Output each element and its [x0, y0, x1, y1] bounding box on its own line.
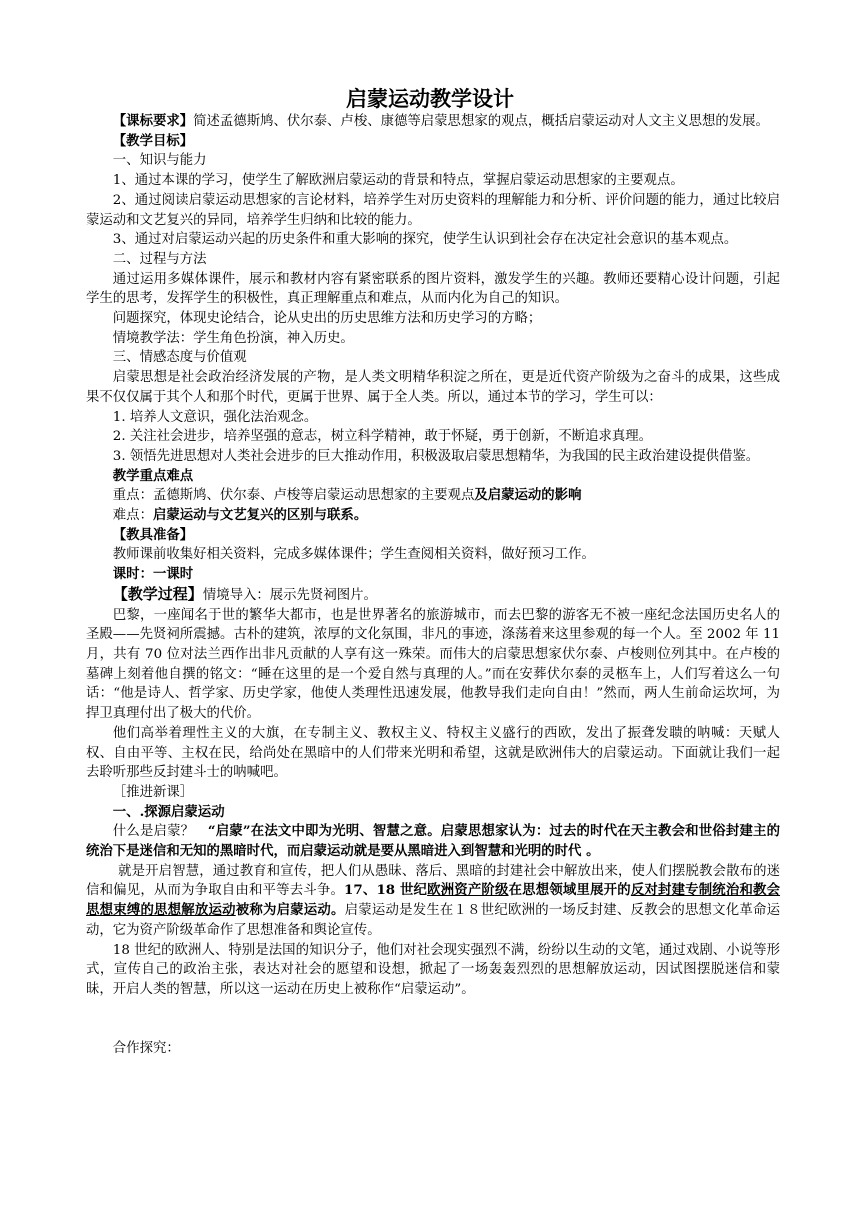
- named-text: 被称为启蒙运动。: [235, 902, 345, 919]
- spacer: [86, 1000, 780, 1039]
- process-method-item-3: 情境教学法：学生角色扮演，神入历史。: [112, 330, 354, 346]
- keypoints-heading: 教学重点难点: [112, 467, 194, 484]
- process-method-item-1: 通过运用多媒体课件，展示和教材内容有紧密联系的图片资料，激发学生的兴趣。教师还要精心设计问题，引起学生的思考，发挥学生的积极性，真正理解重点和难点，从而内化为自己的知识。: [86, 271, 780, 307]
- process-method-heading: 二、过程与方法: [112, 251, 207, 267]
- document-body: [86, 112, 780, 1058]
- knowledge-item-1: 1、通过本课的学习，使学生了解欧洲启蒙运动的背景和特点，掌握启蒙运动思想家的主要观点。: [112, 173, 684, 189]
- cooperative-inquiry-label: 合作探究：: [112, 1040, 180, 1056]
- bourgeoisie-underlined: 欧洲资产阶级: [427, 882, 509, 899]
- values-heading: 三、情感态度与价值观: [112, 350, 247, 366]
- pantheon-paragraph: 巴黎，一座闻名于世的繁华大都市，也是世界著名的旅游城市，而去巴黎的游客无不被一座纪念法国历史名人的圣殿——先贤祠所震撼。古朴的建筑，浓厚的文化氛围，非凡的事迹，涤荡着来这里参观的每一个人。至 2002 年 11 月，共有 70 位对法兰西作出非凡贡献的人享有这一殊荣。而伟大的启蒙思想家伏尔泰、卢梭则位列其中。在卢梭的墓碑上刻着他自撰的铭文：“睡在这里的是一个爱自然与真理的人。”而在安葬伏尔泰的灵柩车上，人们写着这么一句话：“他是诗人、哲学家、历史学家，他使人类理性迅速发展，他教导我们走向自由！”然而，两人生前命运坎坷，为捍卫真理付出了极大的代价。: [86, 607, 780, 722]
- class-hours: 课时：一课时: [112, 566, 194, 583]
- curriculum-text: 简述孟德斯鸠、伏尔泰、卢梭、康德等启蒙思想家的观点，概括启蒙运动对人文主义思想的发展。: [193, 114, 769, 129]
- knowledge-item-2: 2、通过阅读启蒙运动思想家的言论材料，培养学生对历史资料的理解能力和分析、评价问题的能力，通过比较启蒙运动和文艺复兴的异同，培养学生归纳和比较的能力。: [86, 192, 780, 228]
- liberation-underlined: 反对封建专制统治和教会思想束缚的思想解放运动: [86, 882, 781, 919]
- teaching-process-line: [86, 585, 780, 606]
- question-text: 什么是启蒙？: [112, 824, 208, 840]
- values-intro: 启蒙思想是社会政治经济发展的产物，是人类文明精华积淀之所在，更是近代资产阶级为之奋斗的成果，这些成果不仅仅属于其个人和那个时代，更属于世界、属于全人类。所以，通过本节的学习，学生可以：: [86, 370, 780, 405]
- difficulty-bold-text: 启蒙运动与文艺复兴的区别与联系。: [152, 507, 368, 524]
- definition-bold-text: “启蒙”在法文中即为光明、智慧之意。启蒙思想家认为：过去的时代在天主教会和世俗封建主的统治下是迷信和无知的黑暗时代，而启蒙运动就是要从黑暗进入到智慧和光明的时代 。: [86, 823, 780, 860]
- focus-text: 孟德斯鸠、伏尔泰、卢梭等启蒙运动思想家的主要观点: [152, 488, 475, 504]
- revolution-text: 启蒙运动是发生在１８世纪欧洲的一场反封建、反教会的思想文化革命运动，它为资产阶级革命作了思想准备和舆论宣传。: [86, 903, 781, 938]
- knowledge-heading: 一、知识与能力: [112, 153, 207, 169]
- century-text: 17、18 世纪: [344, 882, 428, 899]
- values-item-1: 1. 培养人文意识，强化法治观念。: [112, 409, 318, 425]
- focus-label: 重点：: [112, 488, 153, 504]
- knowledge-item-3: 3、通过对启蒙运动兴起的历史条件和重大影响的探究，使学生认识到社会存在决定社会意识的基本观点。: [112, 232, 738, 248]
- enlightenment-definition: [86, 822, 780, 861]
- difficulty-label: 难点：: [112, 508, 153, 524]
- teaching-process-intro: 情境导入：展示先贤祠图片。: [202, 587, 377, 603]
- enlightenment-explanation: [86, 862, 780, 941]
- rationalism-paragraph: 他们高举着理性主义的大旗，在专制主义、教权主义、特权主义盛行的西欧，发出了振聋发聩的呐喊：天赋人权、自由平等、主权在民，给尚处在黑暗中的人们带来光明和希望，这就是欧洲伟大的启蒙运动。下面就让我们一起去聆听那些反封建斗士的呐喊吧。: [86, 725, 780, 781]
- goals-heading: 【教学目标】: [112, 132, 194, 149]
- curriculum-label: 【课标要求】: [112, 113, 194, 129]
- intellectuals-paragraph: 18 世纪的欧洲人、特别是法国的知识分子，他们对社会现实强烈不满，纷纷以生动的文笔，通过戏剧、小说等形式，宣传自己的政治主张，表达对社会的愿望和设想，掀起了一场轰轰烈烈的思想解放运动，因试图摆脱迷信和蒙昧，开启人类的智慧，所以这一运动在历史上被称作“启蒙运动”。: [86, 942, 780, 997]
- explanation-text: 就是开启智慧，通过教育和宣传，把人们从愚昧、落后、黑暗的封建社会中解放出来，使人们摆脱教会散布的迷信和偏见，从而为争取自由和平等去斗争。: [86, 863, 780, 899]
- values-item-3: 3. 领悟先进思想对人类社会进步的巨大推动作用，积极汲取启蒙思想精华，为我国的民主政治建设提供借鉴。: [112, 448, 760, 464]
- focus-bold-text: 及启蒙运动的影响: [474, 487, 582, 504]
- difficulty-line: [86, 506, 780, 526]
- values-item-2: 2. 关注社会进步，培养坚强的意志，树立科学精神，敢于怀疑，勇于创新，不断追求真理。: [112, 429, 653, 445]
- tools-heading: 【教具准备】: [112, 526, 194, 543]
- section-1-heading: 一、.探源启蒙运动: [112, 803, 225, 820]
- process-method-item-2: 问题探究，体现史论结合，论从史出的历史思维方法和历史学习的方略；: [112, 311, 542, 327]
- field-text: 在思想领域里展开的: [508, 882, 631, 899]
- curriculum-paragraph: [86, 112, 780, 132]
- teaching-process-label: 【教学过程】: [112, 584, 203, 603]
- new-lesson-heading: ［推进新课］: [112, 784, 194, 800]
- tools-text: 教师课前收集好相关资料，完成多媒体课件；学生查阅相关资料，做好预习工作。: [112, 547, 595, 563]
- focus-line: [86, 486, 780, 506]
- document-title: 启蒙运动教学设计: [346, 86, 514, 111]
